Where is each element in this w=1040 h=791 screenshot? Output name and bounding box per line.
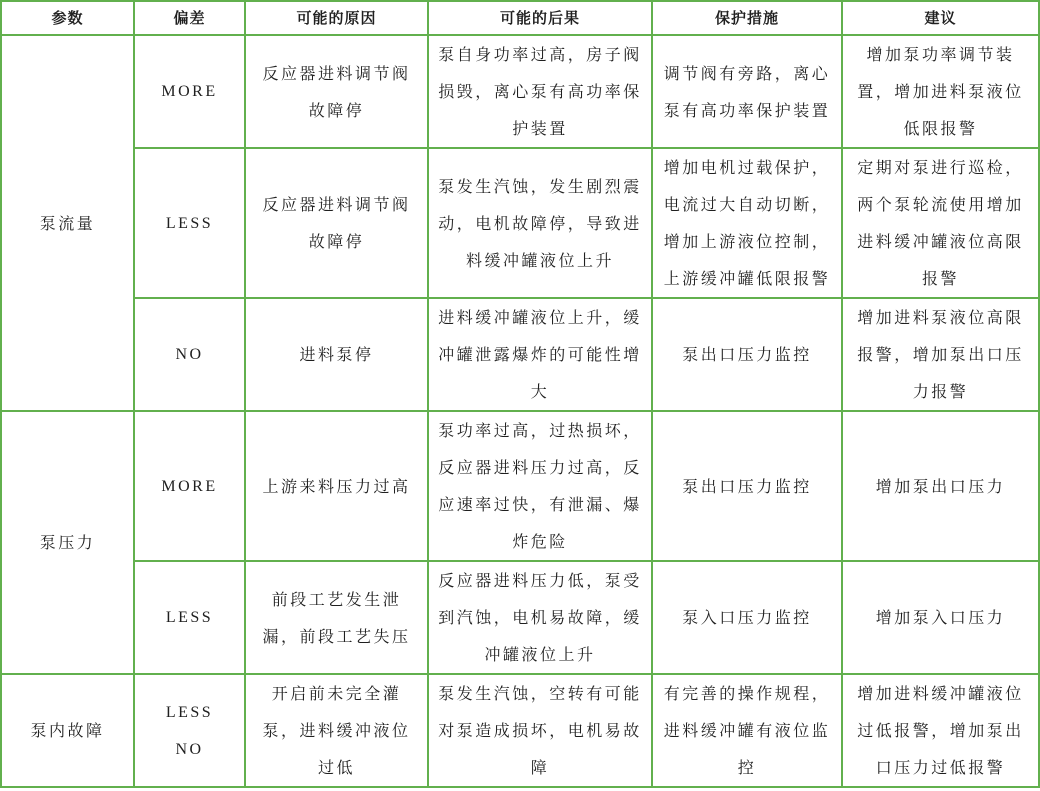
deviation-cell bbox=[134, 561, 245, 674]
parameter-cell-pump-pressure: 泵压力 bbox=[1, 411, 134, 674]
deviation-label: NO bbox=[175, 346, 204, 363]
suggestion-cell: 增加泵出口压力 bbox=[842, 411, 1039, 561]
parameter-cell-pump-flow: 泵流量 bbox=[1, 35, 134, 411]
suggestion-cell: 增加进料泵液位高限报警，增加泵出口压力报警 bbox=[842, 298, 1039, 411]
deviation-cell bbox=[134, 674, 245, 787]
deviation-cell bbox=[134, 35, 245, 148]
header-parameter: 参数 bbox=[1, 1, 134, 35]
header-deviation: 偏差 bbox=[134, 1, 245, 35]
deviation-label: LESS bbox=[165, 703, 214, 721]
suggestion-cell: 增加进料缓冲罐液位过低报警，增加泵出口压力过低报警 bbox=[842, 674, 1039, 787]
header-possible-consequence: 可能的后果 bbox=[428, 1, 652, 35]
cause-cell: 开启前未完全灌泵，进料缓冲液位过低 bbox=[245, 674, 428, 787]
protection-cell: 调节阀有旁路，离心泵有高功率保护装置 bbox=[652, 35, 842, 148]
header-row bbox=[1, 1, 1039, 35]
deviation-label: LESS bbox=[165, 214, 214, 232]
consequence-cell: 泵自身功率过高，房子阀损毁，离心泵有高功率保护装置 bbox=[428, 35, 652, 148]
suggestion-cell: 增加泵入口压力 bbox=[842, 561, 1039, 674]
consequence-cell: 泵功率过高，过热损坏，反应器进料压力过高，反应速率过快，有泄漏、爆炸危险 bbox=[428, 411, 652, 561]
table-row bbox=[1, 298, 1039, 411]
table-row bbox=[1, 561, 1039, 674]
protection-cell: 泵出口压力监控 bbox=[652, 298, 842, 411]
parameter-cell-pump-internal-fault: 泵内故障 bbox=[1, 674, 134, 787]
header-protection-measures: 保护措施 bbox=[652, 1, 842, 35]
deviation-label: LESS bbox=[165, 609, 214, 626]
cause-cell: 反应器进料调节阀故障停 bbox=[245, 35, 428, 148]
table-row bbox=[1, 148, 1039, 298]
protection-cell: 增加电机过载保护，电流过大自动切断，增加上游液位控制，上游缓冲罐低限报警 bbox=[652, 148, 842, 298]
suggestion-cell: 增加泵功率调节装置，增加进料泵液位低限报警 bbox=[842, 35, 1039, 148]
protection-cell: 泵入口压力监控 bbox=[652, 561, 842, 674]
protection-cell: 泵出口压力监控 bbox=[652, 411, 842, 561]
table-row bbox=[1, 674, 1039, 787]
cause-cell: 上游来料压力过高 bbox=[245, 411, 428, 561]
table-row bbox=[1, 411, 1039, 561]
cause-cell: 进料泵停 bbox=[245, 298, 428, 411]
consequence-cell: 泵发生汽蚀，发生剧烈震动，电机故障停，导致进料缓冲罐液位上升 bbox=[428, 148, 652, 298]
cause-cell: 反应器进料调节阀故障停 bbox=[245, 148, 428, 298]
deviation-label: NO bbox=[175, 740, 204, 758]
deviation-cell bbox=[134, 411, 245, 561]
consequence-cell: 反应器进料压力低，泵受到汽蚀，电机易故障，缓冲罐液位上升 bbox=[428, 561, 652, 674]
deviation-label: MORE bbox=[161, 83, 218, 100]
deviation-label: MORE bbox=[161, 477, 218, 495]
protection-cell: 有完善的操作规程，进料缓冲罐有液位监控 bbox=[652, 674, 842, 787]
suggestion-cell: 定期对泵进行巡检，两个泵轮流使用增加进料缓冲罐液位高限报警 bbox=[842, 148, 1039, 298]
deviation-cell bbox=[134, 148, 245, 298]
consequence-cell: 进料缓冲罐液位上升，缓冲罐泄露爆炸的可能性增大 bbox=[428, 298, 652, 411]
header-possible-cause: 可能的原因 bbox=[245, 1, 428, 35]
cause-cell: 前段工艺发生泄漏，前段工艺失压 bbox=[245, 561, 428, 674]
table-row bbox=[1, 35, 1039, 148]
deviation-cell bbox=[134, 298, 245, 411]
header-suggestion: 建议 bbox=[842, 1, 1039, 35]
consequence-cell: 泵发生汽蚀，空转有可能对泵造成损坏，电机易故障 bbox=[428, 674, 652, 787]
